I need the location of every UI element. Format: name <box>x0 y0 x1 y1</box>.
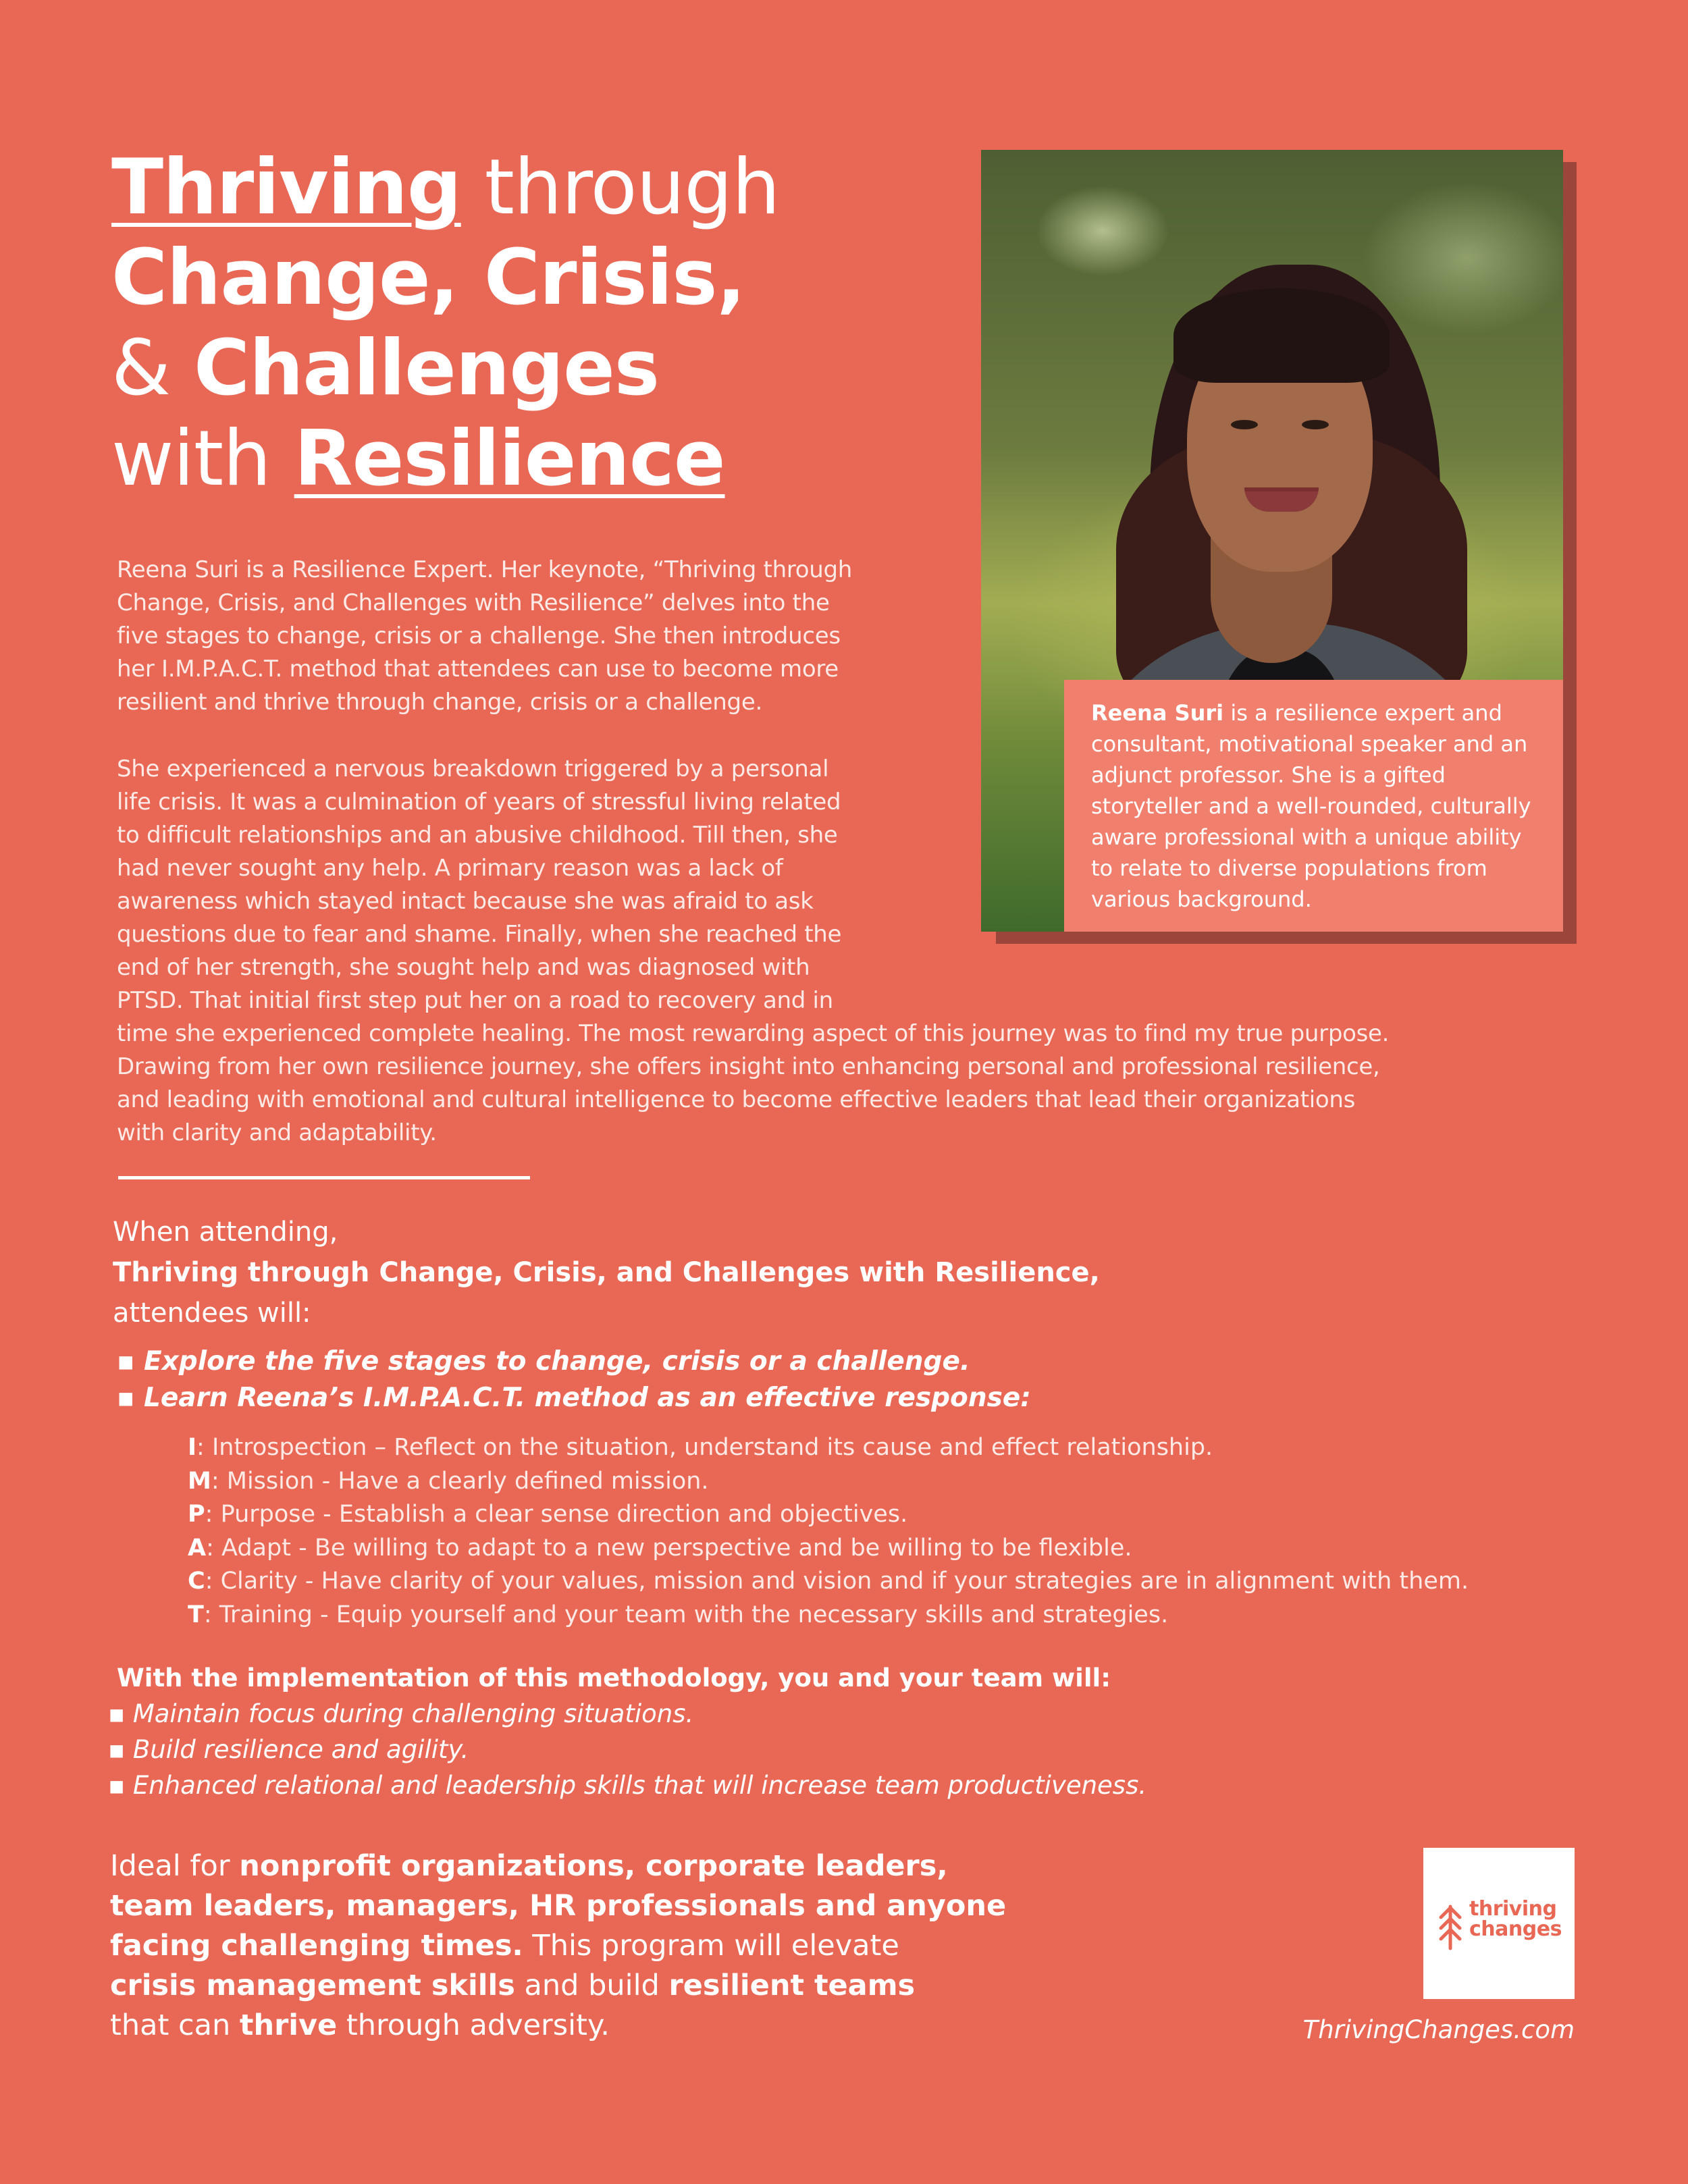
impact-text: : Mission - Have a clearly defined mission. <box>211 1467 709 1495</box>
implementation-heading: With the implementation of this methodology, you and your team will: <box>117 1663 1111 1693</box>
page-title <box>111 142 962 504</box>
ideal-emphasis: nonprofit organizations, corporate leaders, <box>239 1849 948 1883</box>
ideal-emphasis: team leaders, managers, HR professionals and anyone <box>110 1889 1007 1923</box>
p1-line: five stages to change, crisis or a challenge. She then introduces <box>117 622 841 649</box>
p2-line: life crisis. It was a culmination of years of stressful living related <box>117 789 841 816</box>
photo-hair-top <box>1173 288 1390 383</box>
logo-wordmark <box>1469 1899 1562 1940</box>
impact-method-list <box>188 1431 1469 1632</box>
title-challenges: Challenges <box>194 323 660 412</box>
impact-text: : Clarity - Have clarity of your values, mission and vision and if your strategies are in alignment with them. <box>205 1568 1469 1595</box>
p2-line: end of her strength, she sought help and was diagnosed with <box>117 954 810 981</box>
impact-row <box>188 1465 1469 1499</box>
ideal-emphasis: thrive <box>239 2008 338 2042</box>
impact-row <box>188 1498 1469 1532</box>
impact-text: : Introspection – Reflect on the situation, understand its cause and effect relationship. <box>196 1434 1213 1461</box>
ideal-line-1 <box>110 1846 1006 1886</box>
impact-row <box>188 1532 1469 1566</box>
logo-line-1: thriving <box>1469 1897 1557 1921</box>
ideal-text: and build <box>515 1969 669 2002</box>
ideal-text: through adversity. <box>337 2008 610 2042</box>
attending-intro <box>113 1212 1100 1333</box>
impact-letter: T <box>188 1601 204 1628</box>
ideal-for-paragraph <box>110 1846 1006 2046</box>
list-item: ▪ Learn Reena’s I.M.P.A.C.T. method as an effective response: <box>117 1383 1031 1413</box>
attending-line-1: When attending, <box>113 1217 338 1248</box>
intro-paragraph-2 <box>117 753 1389 1150</box>
impact-text: : Adapt - Be willing to adapt to a new perspective and be willing to be flexible. <box>206 1534 1132 1562</box>
title-line-1 <box>111 142 962 232</box>
photo-eye-left <box>1231 420 1258 429</box>
impact-row <box>188 1565 1469 1599</box>
impact-text: : Purpose - Establish a clear sense direction and objectives. <box>205 1501 908 1528</box>
ideal-line-5 <box>110 2006 1006 2046</box>
p2-line: with clarity and adaptability. <box>117 1119 437 1146</box>
website-url: ThrivingChanges.com <box>1302 2015 1575 2044</box>
p2-line: had never sought any help. A primary reason was a lack of <box>117 855 783 882</box>
divider <box>118 1176 530 1179</box>
photo-eye-right <box>1302 420 1329 429</box>
outcomes-list <box>117 1343 1031 1416</box>
p2-line: to difficult relationships and an abusive childhood. Till then, she <box>117 822 838 849</box>
list-item: ▪ Maintain focus during challenging situations. <box>108 1699 694 1728</box>
title-thriving: Thriving <box>111 142 461 232</box>
ideal-text: that can <box>110 2008 240 2042</box>
thriving-changes-logo <box>1423 1848 1575 1999</box>
p2-line: Drawing from her own resilience journey, she offers insight into enhancing personal and professional resilience, <box>117 1053 1380 1080</box>
ideal-text: Ideal for <box>110 1849 240 1883</box>
ideal-text: This program will elevate <box>523 1929 899 1963</box>
impact-letter: P <box>188 1501 205 1528</box>
logo-line-2: changes <box>1469 1917 1562 1941</box>
ideal-emphasis: crisis management skills <box>110 1969 515 2002</box>
p2-line: She experienced a nervous breakdown triggered by a personal <box>117 755 829 782</box>
title-ampersand: & <box>111 323 194 412</box>
p2-line: time she experienced complete healing. The most rewarding aspect of this journey was to find my true purpose. <box>117 1020 1390 1047</box>
p1-line: her I.M.P.A.C.T. method that attendees can use to become more <box>117 656 839 683</box>
ideal-line-3 <box>110 1926 1006 1966</box>
implementation-list <box>108 1696 1146 1803</box>
impact-letter: A <box>188 1534 207 1562</box>
attending-program-name: Thriving through Change, Crisis, and Challenges with Resilience, <box>113 1257 1100 1288</box>
title-line-4 <box>111 413 962 504</box>
title-line-2: Change, Crisis, <box>111 233 745 322</box>
list-item: ▪ Explore the five stages to change, crisis or a challenge. <box>117 1346 970 1377</box>
ideal-line-2 <box>110 1886 1006 1926</box>
attending-line-3: attendees will: <box>113 1298 311 1329</box>
p2-line: awareness which stayed intact because she was afraid to ask <box>117 888 814 915</box>
tree-icon <box>1437 1904 1464 1951</box>
p1-line: Reena Suri is a Resilience Expert. Her keynote, “Thriving through <box>117 556 853 583</box>
title-line-3 <box>111 323 962 413</box>
list-item: ▪ Build resilience and agility. <box>108 1735 469 1764</box>
title-through: through <box>460 142 780 232</box>
p2-line: and leading with emotional and cultural intelligence to become effective leaders that lead their organizations <box>117 1086 1356 1113</box>
ideal-emphasis: resilient teams <box>668 1969 916 2002</box>
impact-row <box>188 1599 1469 1632</box>
list-item: ▪ Enhanced relational and leadership skills that will increase team productiveness. <box>108 1771 1147 1800</box>
title-with: with <box>111 414 294 503</box>
p2-line: PTSD. That initial first step put her on a road to recovery and in <box>117 987 833 1014</box>
impact-letter: C <box>188 1568 205 1595</box>
impact-row <box>188 1431 1469 1465</box>
ideal-line-4 <box>110 1966 1006 2006</box>
title-resilience: Resilience <box>294 414 725 503</box>
p1-line: resilient and thrive through change, crisis or a challenge. <box>117 689 762 716</box>
p1-line: Change, Crisis, and Challenges with Resilience” delves into the <box>117 589 830 616</box>
impact-text: : Training - Equip yourself and your team with the necessary skills and strategies. <box>203 1601 1169 1628</box>
p2-line: questions due to fear and shame. Finally, when she reached the <box>117 921 842 948</box>
impact-letter: I <box>188 1434 197 1461</box>
ideal-emphasis: facing challenging times. <box>110 1929 523 1963</box>
caption-text: is a resilience expert and consultant, motivational speaker and an adjunct professor. She is a gifted storyteller and a well-rounded, culturally aware professional with a unique ability to relate to diverse populations from various background. <box>1091 700 1531 912</box>
intro-paragraph-1 <box>117 554 852 719</box>
caption-name: Reena Suri <box>1091 700 1224 726</box>
impact-letter: M <box>188 1467 211 1495</box>
